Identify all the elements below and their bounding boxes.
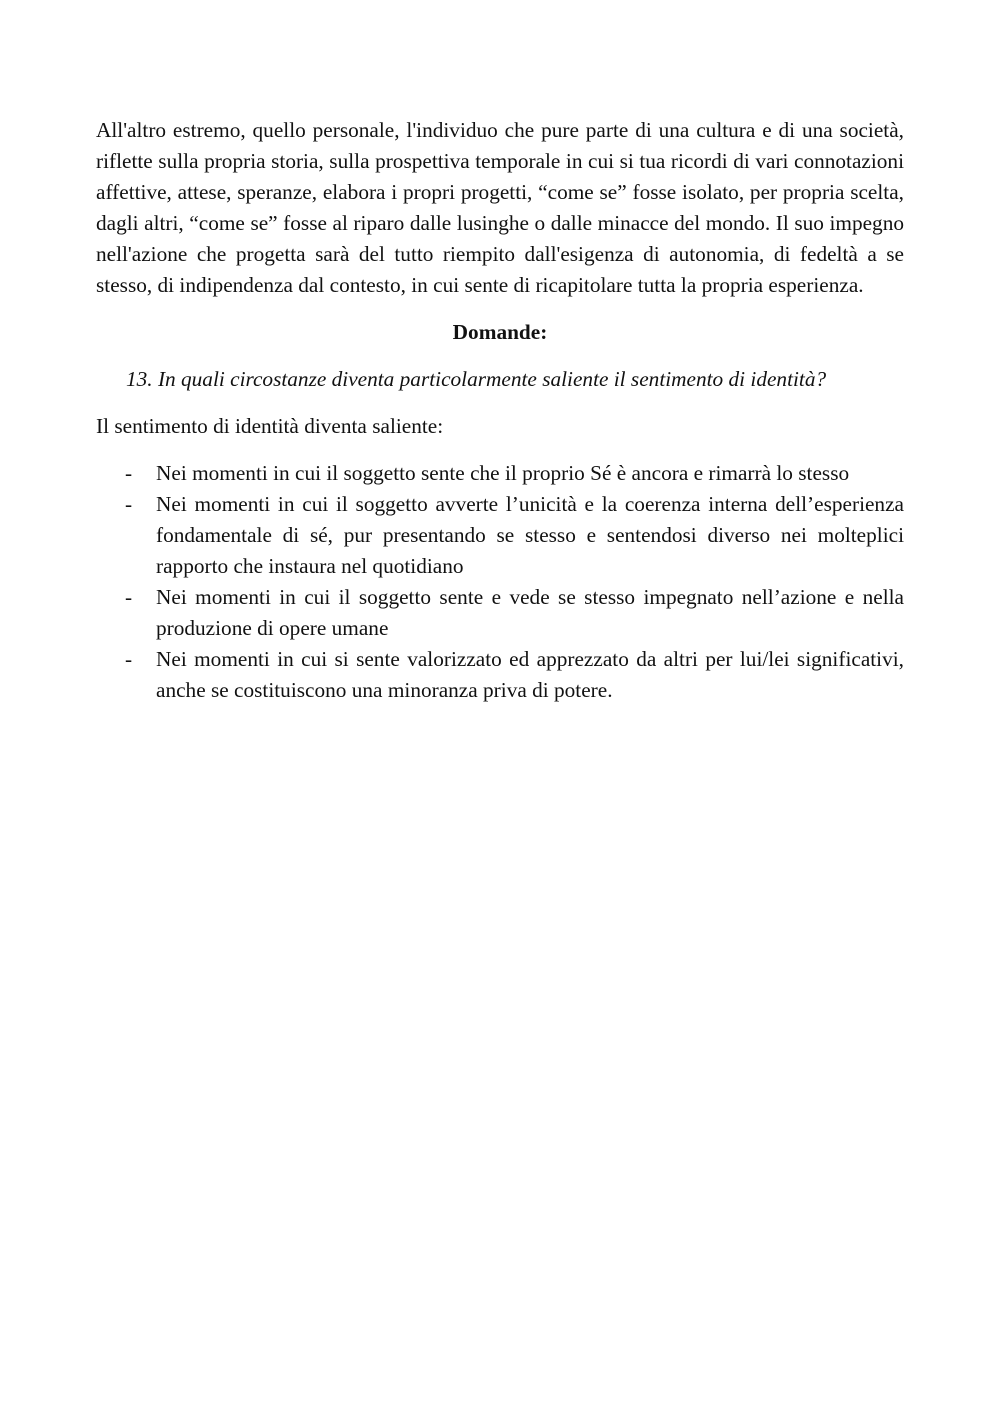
list-item (96, 582, 904, 644)
answer-list (96, 458, 904, 706)
list-item (96, 489, 904, 582)
question-text: 13. In quali circostanze diventa particolarmente saliente il sentimento di identità? (126, 367, 827, 391)
list-item-text: Nei momenti in cui il soggetto avverte l’unicità e la coerenza interna dell’esperienza fondamentale di sé, pur presentando se stesso e sentendosi diverso nei molteplici rapporto che instaura nel quotidiano (156, 492, 904, 578)
document-page (96, 115, 904, 706)
section-heading: Domande: (452, 320, 548, 344)
bullet-dash: - (125, 492, 133, 516)
bullet-dash: - (125, 647, 133, 671)
bullet-dash: - (125, 585, 133, 609)
list-item (96, 458, 904, 489)
list-item-text: Nei momenti in cui il soggetto sente e vede se stesso impegnato nell’azione e nella produzione di opere umane (156, 585, 904, 640)
body-paragraph: All'altro estremo, quello personale, l'individuo che pure parte di una cultura e di una società, riflette sulla propria storia, sulla prospettiva temporale in cui si tua ricordi di vari connotazioni affettive, attese, speranze, elabora i propri progetti, “come se” fosse isolato, per propria scelta, dagli altri, “come se” fosse al riparo dalle lusinghe o dalle minacce del mondo. Il suo impegno nell'azione che progetta sarà del tutto riempito dall'esigenza di autonomia, di fedeltà a se stesso, di indipendenza dal contesto, in cui sente di ricapitolare tutta la propria esperienza. (96, 118, 904, 297)
list-item-text: Nei momenti in cui il soggetto sente che il proprio Sé è ancora e rimarrà lo stesso (156, 461, 850, 485)
answer-intro: Il sentimento di identità diventa saliente: (96, 414, 444, 438)
bullet-dash: - (125, 461, 133, 485)
list-item (96, 644, 904, 706)
list-item-text: Nei momenti in cui si sente valorizzato ed apprezzato da altri per lui/lei significativi, anche se costituiscono una minoranza priva di potere. (156, 647, 904, 702)
